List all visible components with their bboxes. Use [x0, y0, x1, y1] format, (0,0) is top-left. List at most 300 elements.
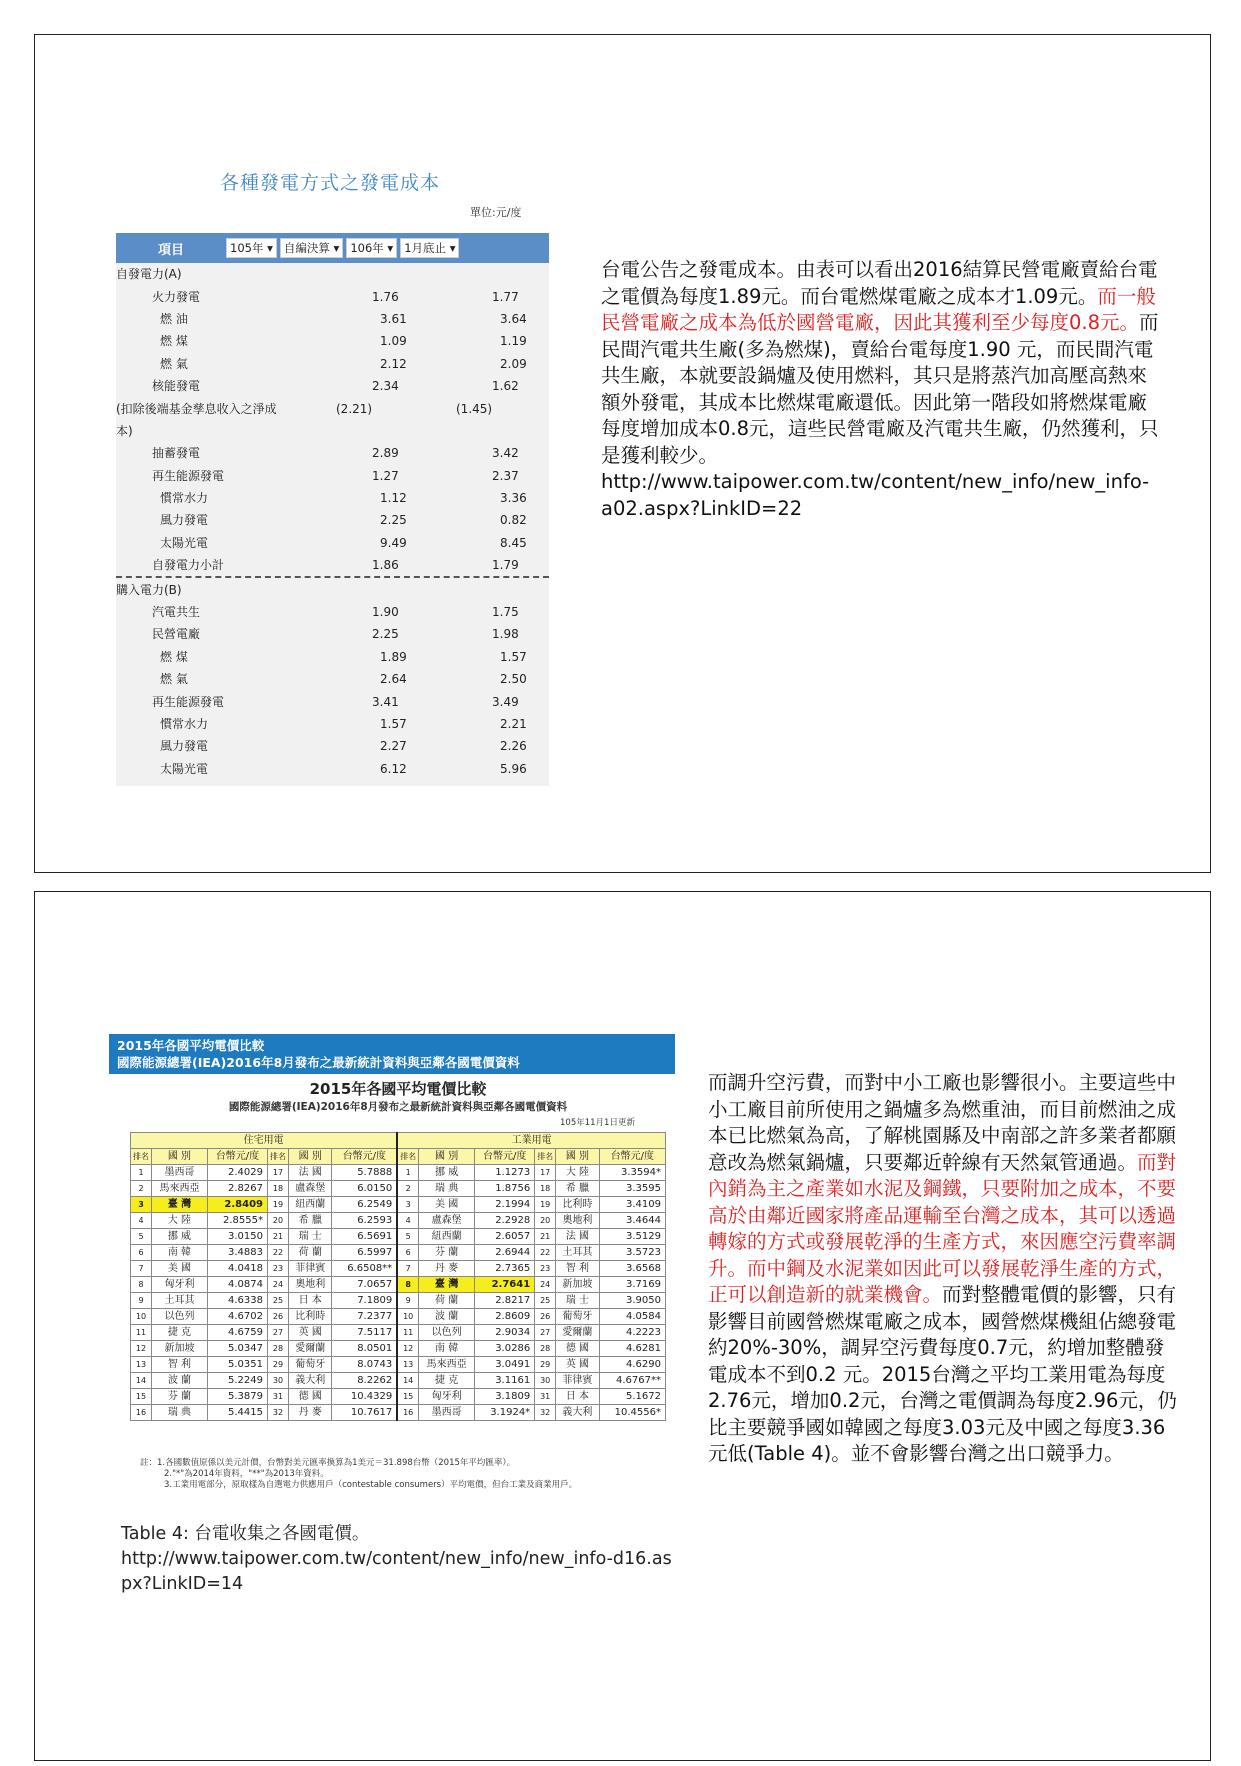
row-label: 再生能源發電	[152, 694, 225, 709]
value-105: 1.57	[380, 717, 407, 731]
cell-price: 5.3879	[207, 1389, 267, 1405]
cell-rank: 13	[131, 1357, 152, 1373]
value-106: 1.75	[492, 605, 519, 620]
col-price: 台幣元/度	[207, 1149, 267, 1165]
cell-country: 馬來西亞	[152, 1181, 208, 1197]
cell-rank: 16	[397, 1405, 419, 1421]
cell-rank: 22	[268, 1245, 289, 1261]
value-105: 2.12	[380, 356, 407, 371]
row-label: 太陽光電	[160, 761, 209, 776]
value-106: 3.49	[492, 694, 519, 709]
cell-price: 3.0286	[475, 1341, 535, 1357]
col-price: 台幣元/度	[332, 1149, 397, 1165]
table-row	[131, 1245, 666, 1261]
caption-text: Table 4: 台電收集之各國電價。	[121, 1524, 370, 1544]
cell-price: 4.0584	[599, 1309, 665, 1325]
cell-rank: 1	[397, 1165, 419, 1181]
group-residential: 住宅用電	[131, 1133, 398, 1149]
cell-price: 2.4029	[207, 1165, 267, 1181]
slide2-text	[708, 1070, 1178, 1468]
cell-country: 丹 麥	[289, 1405, 332, 1421]
table-row	[131, 1341, 666, 1357]
cell-country: 盧森堡	[419, 1213, 475, 1229]
value-105: 1.89	[380, 649, 407, 664]
cost-table-unit: 單位:元/度	[470, 206, 522, 219]
cell-price: 4.0874	[207, 1277, 267, 1293]
column-header-row	[131, 1149, 666, 1165]
cell-rank: 9	[397, 1293, 419, 1309]
value-105: 1.90	[372, 605, 399, 620]
banner	[109, 1034, 675, 1074]
table-row	[116, 758, 549, 780]
cell-country: 挪 威	[419, 1165, 475, 1181]
value-106: 5.96	[500, 761, 527, 776]
cell-country: 南 韓	[419, 1341, 475, 1357]
cell-rank: 32	[535, 1405, 556, 1421]
cell-price: 2.8267	[207, 1181, 267, 1197]
value-106: 3.42	[492, 446, 519, 461]
table-row	[131, 1389, 666, 1405]
table-row	[116, 532, 549, 554]
cell-country: 波 蘭	[152, 1373, 208, 1389]
cell-rank: 3	[397, 1197, 419, 1213]
cell-rank: 2	[397, 1181, 419, 1197]
value-105: 1.76	[372, 289, 399, 304]
cell-price: 3.3594*	[599, 1165, 665, 1181]
cell-country: 美 國	[152, 1261, 208, 1277]
row-label: 燃 油	[160, 311, 188, 326]
cell-price: 3.1161	[475, 1373, 535, 1389]
row-label: 慣常水力	[160, 717, 209, 731]
note-2: 2."*"為2014年資料，"**"為2013年資料。	[164, 1469, 329, 1479]
group-industrial: 工業用電	[397, 1133, 665, 1149]
cell-price: 2.8555*	[207, 1213, 267, 1229]
table-caption	[121, 1522, 681, 1597]
cell-rank: 13	[397, 1357, 419, 1373]
row-label: 太陽光電	[160, 535, 209, 550]
cell-price: 10.7617	[332, 1405, 397, 1421]
cell-price: 6.5691	[332, 1229, 397, 1245]
table-row	[116, 308, 549, 330]
cell-rank: 23	[268, 1261, 289, 1277]
cell-country: 瑞 典	[419, 1181, 475, 1197]
generation-cost-table	[116, 233, 549, 786]
row-label: 燃 氣	[160, 672, 188, 687]
value-106: (1.45)	[456, 401, 493, 416]
cell-price: 3.7169	[599, 1277, 665, 1293]
year-select-1[interactable]: 105年 ▾	[226, 238, 277, 258]
price-table-subtitle: 國際能源總署(IEA)2016年8月發布之最新統計資料與亞鄰各國電價資料	[228, 1101, 568, 1113]
cell-country: 紐西蘭	[289, 1197, 332, 1213]
cell-rank: 3	[131, 1197, 152, 1213]
cell-price: 4.6767**	[599, 1373, 665, 1389]
table-row	[116, 601, 549, 623]
value-105: 2.25	[372, 627, 399, 642]
cell-rank: 29	[535, 1357, 556, 1373]
col-price: 台幣元/度	[599, 1149, 665, 1165]
value-106: 1.98	[492, 627, 519, 642]
cell-country: 葡萄牙	[556, 1309, 599, 1325]
cell-rank: 32	[268, 1405, 289, 1421]
cell-rank: 4	[397, 1213, 419, 1229]
table-row	[116, 397, 549, 419]
cell-country: 日 本	[556, 1389, 599, 1405]
cell-rank: 26	[535, 1309, 556, 1325]
cell-country: 智 利	[556, 1261, 599, 1277]
value-105: 2.64	[380, 672, 407, 687]
cell-rank: 11	[131, 1325, 152, 1341]
cell-price: 2.6944	[475, 1245, 535, 1261]
month-select[interactable]: 1月底止 ▾	[400, 238, 459, 258]
cell-price: 2.8217	[475, 1293, 535, 1309]
table-row	[116, 285, 549, 307]
cell-country: 法 國	[556, 1229, 599, 1245]
cell-rank: 2	[131, 1181, 152, 1197]
cell-rank: 30	[268, 1373, 289, 1389]
cell-country: 荷 蘭	[419, 1293, 475, 1309]
cell-country: 英 國	[556, 1357, 599, 1373]
value-106: 1.79	[492, 558, 519, 573]
cell-rank: 7	[397, 1261, 419, 1277]
cell-price: 1.8756	[475, 1181, 535, 1197]
table-row	[116, 576, 549, 600]
cell-country: 墨西哥	[419, 1405, 475, 1421]
table-row	[131, 1325, 666, 1341]
cell-rank: 15	[131, 1389, 152, 1405]
cell-country: 奧地利	[289, 1277, 332, 1293]
table-row	[116, 623, 549, 645]
cell-country: 奧地利	[556, 1213, 599, 1229]
value-105: 9.49	[380, 535, 407, 550]
cell-rank: 31	[535, 1389, 556, 1405]
cell-country: 捷 克	[152, 1325, 208, 1341]
cell-rank: 18	[535, 1181, 556, 1197]
value-105: (2.21)	[336, 401, 373, 416]
cell-country: 智 利	[152, 1357, 208, 1373]
note-1: 註：1.各國數值原係以美元計價，台幣對美元匯率換算為1美元＝31.898台幣（2015年平均匯率）。	[140, 1458, 516, 1468]
cell-price: 3.3595	[599, 1181, 665, 1197]
table-row	[131, 1309, 666, 1325]
cell-country: 美 國	[419, 1197, 475, 1213]
cell-price: 2.1994	[475, 1197, 535, 1213]
cell-country: 比利時	[556, 1197, 599, 1213]
cell-rank: 6	[131, 1245, 152, 1261]
caption-link[interactable]: http://www.taipower.com.tw/content/new_info/new_info-d16.aspx?LinkID=14	[121, 1549, 672, 1594]
cell-price: 3.5129	[599, 1229, 665, 1245]
value-105: 3.61	[380, 311, 407, 326]
table-row	[131, 1181, 666, 1197]
cell-price: 3.4109	[599, 1197, 665, 1213]
cell-price: 8.0743	[332, 1357, 397, 1373]
col-price: 台幣元/度	[475, 1149, 535, 1165]
cell-rank: 9	[131, 1293, 152, 1309]
value-105: 6.12	[380, 761, 407, 776]
value-106: 3.36	[500, 491, 527, 506]
cell-rank: 6	[397, 1245, 419, 1261]
cell-rank: 16	[131, 1405, 152, 1421]
table-row	[131, 1261, 666, 1277]
cell-rank: 12	[397, 1341, 419, 1357]
cell-rank: 14	[131, 1373, 152, 1389]
value-106: 2.37	[492, 468, 519, 483]
col-country: 國 別	[289, 1149, 332, 1165]
value-106: 2.26	[500, 739, 527, 754]
cell-price: 5.1672	[599, 1389, 665, 1405]
group-header-row	[131, 1133, 666, 1149]
cell-rank: 20	[535, 1213, 556, 1229]
col-rank: 排名	[397, 1149, 419, 1165]
value-105: 2.25	[380, 513, 407, 528]
row-label: 風力發電	[160, 513, 209, 528]
value-106: 3.64	[500, 311, 527, 326]
value-106: 1.57	[500, 649, 527, 664]
table-row	[131, 1165, 666, 1181]
cell-price: 7.5117	[332, 1325, 397, 1341]
table-row	[116, 690, 549, 712]
cell-country: 比利時	[289, 1309, 332, 1325]
table-row	[116, 713, 549, 735]
cell-rank: 28	[268, 1341, 289, 1357]
table-row	[131, 1213, 666, 1229]
cell-rank: 8	[397, 1277, 419, 1293]
cell-price: 10.4329	[332, 1389, 397, 1405]
table-row	[116, 420, 549, 442]
cell-rank: 4	[131, 1213, 152, 1229]
row-label: 民營電廠	[152, 627, 201, 642]
row-label: 核能發電	[152, 379, 201, 394]
cell-price: 3.5723	[599, 1245, 665, 1261]
cell-rank: 24	[535, 1277, 556, 1293]
cell-country: 土耳其	[556, 1245, 599, 1261]
cell-rank: 17	[268, 1165, 289, 1181]
cell-price: 4.6281	[599, 1341, 665, 1357]
cell-price: 5.2249	[207, 1373, 267, 1389]
table-row	[131, 1229, 666, 1245]
table-row	[116, 465, 549, 487]
cell-country: 菲律賓	[556, 1373, 599, 1389]
cell-country: 芬 蘭	[419, 1245, 475, 1261]
source-link[interactable]: http://www.taipower.com.tw/content/new_info/new_info-a02.aspx?LinkID=22	[601, 470, 1150, 520]
cell-rank: 28	[535, 1341, 556, 1357]
cell-price: 5.4415	[207, 1405, 267, 1421]
table-row	[116, 646, 549, 668]
value-105: 2.27	[380, 739, 407, 754]
cell-country: 馬來西亞	[419, 1357, 475, 1373]
cell-country: 大 陸	[152, 1213, 208, 1229]
cell-rank: 22	[535, 1245, 556, 1261]
table-row	[116, 554, 549, 576]
cell-price: 6.2549	[332, 1197, 397, 1213]
table-row	[131, 1197, 666, 1213]
row-label: 汽電共生	[152, 605, 201, 620]
electricity-price-table	[130, 1132, 666, 1421]
value-105: 1.09	[380, 334, 407, 349]
cell-country: 芬 蘭	[152, 1389, 208, 1405]
cell-rank: 21	[535, 1229, 556, 1245]
row-label: 自發電力小計	[152, 558, 225, 573]
cell-country: 愛爾蘭	[289, 1341, 332, 1357]
cell-country: 丹 麥	[419, 1261, 475, 1277]
cell-price: 4.2223	[599, 1325, 665, 1341]
cell-country: 義大利	[289, 1373, 332, 1389]
cell-country: 以色列	[152, 1309, 208, 1325]
cell-rank: 8	[131, 1277, 152, 1293]
body-text: 台電公告之發電成本。由表可以看出2016結算民營電廠賣給台電之電價為每度1.89元。而台電燃煤電廠之成本才1.09元。	[601, 258, 1158, 308]
cell-price: 5.0351	[207, 1357, 267, 1373]
row-label: 風力發電	[160, 739, 209, 754]
cell-rank: 26	[268, 1309, 289, 1325]
cell-price: 6.2593	[332, 1213, 397, 1229]
cell-price: 3.4644	[599, 1213, 665, 1229]
cell-price: 7.1809	[332, 1293, 397, 1309]
cell-price: 2.8609	[475, 1309, 535, 1325]
cell-rank: 19	[535, 1197, 556, 1213]
table-notes	[140, 1458, 680, 1491]
table-row	[116, 353, 549, 375]
type-select[interactable]: 自編決算 ▾	[280, 238, 343, 258]
cell-rank: 19	[268, 1197, 289, 1213]
cell-price: 10.4556*	[599, 1405, 665, 1421]
col-country: 國 別	[419, 1149, 475, 1165]
row-label: 抽蓄發電	[152, 446, 201, 461]
cell-rank: 5	[397, 1229, 419, 1245]
cost-table-title: 各種發電方式之發電成本	[220, 172, 441, 194]
update-date: 105年11月1日更新	[560, 1118, 635, 1128]
highlighted-text: 而對內銷為主之產業如水泥及鋼鐵，只要附加之成本，不要高於由鄰近國家將產品運輸至台灣之成本，其可以透過轉嫁的方式或發展乾淨的生產方式，來因應空污費率調升。而中鋼及水泥業如因此可以發展乾淨生產的方式，正可以創造新的就業機會。	[708, 1150, 1177, 1306]
cell-rank: 25	[268, 1293, 289, 1309]
row-label: 自發電力(A)	[116, 267, 182, 282]
body-text: 而對整體電價的影響，只有影響目前國營燃煤電廠之成本，國營燃煤機組佔總發電約20%-30%，調昇空污費每度0.7元，約增加整體發電成本不到0.2 元。2015台灣之平均工業用電為每度2.76元，增加0.2元，台灣之電價調為每度2.96元，仍比主要競爭國如韓國之每度3.03元及中國之每度3.36元低(Table 4)。並不會影響台灣之出口競爭力。	[708, 1283, 1177, 1465]
body-text: 而民間汽電共生廠(多為燃煤)，賣給台電每度1.90 元，而民間汽電共生廠，本就要設鍋爐及使用燃料，其只是將蒸汽加高壓高熱來額外發電，其成本比燃煤電廠還低。因此第一階段如將燃煤電廠每度增加成本0.8元，這些民營電廠及汽電共生廠，仍然獲利，只是獲利較少。	[601, 311, 1159, 467]
cell-price: 2.8409	[207, 1197, 267, 1213]
table-row	[131, 1357, 666, 1373]
value-106: 1.19	[500, 334, 527, 349]
cell-country: 菲律賓	[289, 1261, 332, 1277]
cell-price: 3.0491	[475, 1357, 535, 1373]
cell-rank: 31	[268, 1389, 289, 1405]
col-country: 國 別	[556, 1149, 599, 1165]
col-country: 國 別	[152, 1149, 208, 1165]
value-106: 1.77	[492, 289, 519, 304]
cell-price: 2.2928	[475, 1213, 535, 1229]
cell-rank: 30	[535, 1373, 556, 1389]
cell-price: 2.6057	[475, 1229, 535, 1245]
cell-country: 新加坡	[152, 1341, 208, 1357]
value-105: 1.86	[372, 558, 399, 573]
cell-country: 瑞 士	[556, 1293, 599, 1309]
cell-rank: 27	[535, 1325, 556, 1341]
cell-price: 3.1809	[475, 1389, 535, 1405]
table-row	[116, 735, 549, 757]
cell-country: 匈牙利	[419, 1389, 475, 1405]
cell-price: 8.0501	[332, 1341, 397, 1357]
value-106: 1.62	[492, 379, 519, 394]
cell-price: 3.6568	[599, 1261, 665, 1277]
cell-country: 紐西蘭	[419, 1229, 475, 1245]
cell-country: 法 國	[289, 1165, 332, 1181]
banner-line-2: 國際能源總署(IEA)2016年8月發布之最新統計資料與亞鄰各國電價資料	[117, 1055, 520, 1070]
cell-country: 臺 灣	[152, 1197, 208, 1213]
cell-price: 4.0418	[207, 1261, 267, 1277]
body-text: 而調升空污費，而對中小工廠也影響很小。主要這些中小工廠目前所使用之鍋爐多為燃重油，而目前燃油之成本已比燃氣為高，了解桃園縣及中南部之許多業者都願意改為燃氣鍋爐，只要鄰近幹線有天然氣管通過。	[708, 1071, 1177, 1174]
cell-price: 4.6338	[207, 1293, 267, 1309]
table-row	[131, 1277, 666, 1293]
cell-rank: 29	[268, 1357, 289, 1373]
cell-country: 日 本	[289, 1293, 332, 1309]
cell-price: 3.1924*	[475, 1405, 535, 1421]
row-label: 本)	[116, 423, 133, 438]
cell-country: 墨西哥	[152, 1165, 208, 1181]
cell-rank: 21	[268, 1229, 289, 1245]
value-106: 2.50	[500, 672, 527, 687]
cell-price: 4.6702	[207, 1309, 267, 1325]
cell-rank: 17	[535, 1165, 556, 1181]
table-row	[116, 442, 549, 464]
cell-rank: 7	[131, 1261, 152, 1277]
cell-country: 挪 威	[152, 1229, 208, 1245]
cell-price: 4.6759	[207, 1325, 267, 1341]
cell-country: 瑞 士	[289, 1229, 332, 1245]
row-label: 燃 煤	[160, 334, 188, 349]
cell-price: 4.6290	[599, 1357, 665, 1373]
row-label: 燃 氣	[160, 356, 188, 371]
value-105: 2.89	[372, 446, 399, 461]
col-rank: 排名	[268, 1149, 289, 1165]
table-row	[116, 487, 549, 509]
cell-rank: 20	[268, 1213, 289, 1229]
cell-country: 波 蘭	[419, 1309, 475, 1325]
cell-rank: 23	[535, 1261, 556, 1277]
cell-price: 5.0347	[207, 1341, 267, 1357]
cell-country: 義大利	[556, 1405, 599, 1421]
slide1-text	[601, 257, 1161, 522]
value-105: 3.41	[372, 694, 399, 709]
cell-rank: 10	[397, 1309, 419, 1325]
cell-country: 荷 蘭	[289, 1245, 332, 1261]
cell-price: 3.9050	[599, 1293, 665, 1309]
value-105: 2.34	[372, 379, 399, 394]
cell-country: 盧森堡	[289, 1181, 332, 1197]
cell-country: 愛爾蘭	[556, 1325, 599, 1341]
cell-country: 德 國	[289, 1389, 332, 1405]
cell-price: 7.0657	[332, 1277, 397, 1293]
year-select-2[interactable]: 106年 ▾	[346, 238, 397, 258]
cell-price: 2.9034	[475, 1325, 535, 1341]
cell-country: 希 臘	[289, 1213, 332, 1229]
table-row	[116, 330, 549, 352]
cell-rank: 25	[535, 1293, 556, 1309]
row-label: (扣除後端基金孳息收入之淨成	[116, 401, 277, 416]
cell-price: 3.4883	[207, 1245, 267, 1261]
table-row	[116, 375, 549, 397]
cell-rank: 5	[131, 1229, 152, 1245]
table-row	[131, 1405, 666, 1421]
table-row	[116, 668, 549, 690]
table-header	[116, 233, 549, 263]
cell-rank: 15	[397, 1389, 419, 1405]
table-row	[131, 1373, 666, 1389]
cell-price: 3.0150	[207, 1229, 267, 1245]
cell-country: 大 陸	[556, 1165, 599, 1181]
cell-rank: 12	[131, 1341, 152, 1357]
cell-price: 6.5997	[332, 1245, 397, 1261]
value-105: 1.12	[380, 491, 407, 506]
cell-country: 土耳其	[152, 1293, 208, 1309]
cell-country: 德 國	[556, 1341, 599, 1357]
cell-price: 6.6508**	[332, 1261, 397, 1277]
value-106: 2.09	[500, 356, 527, 371]
cell-country: 希 臘	[556, 1181, 599, 1197]
